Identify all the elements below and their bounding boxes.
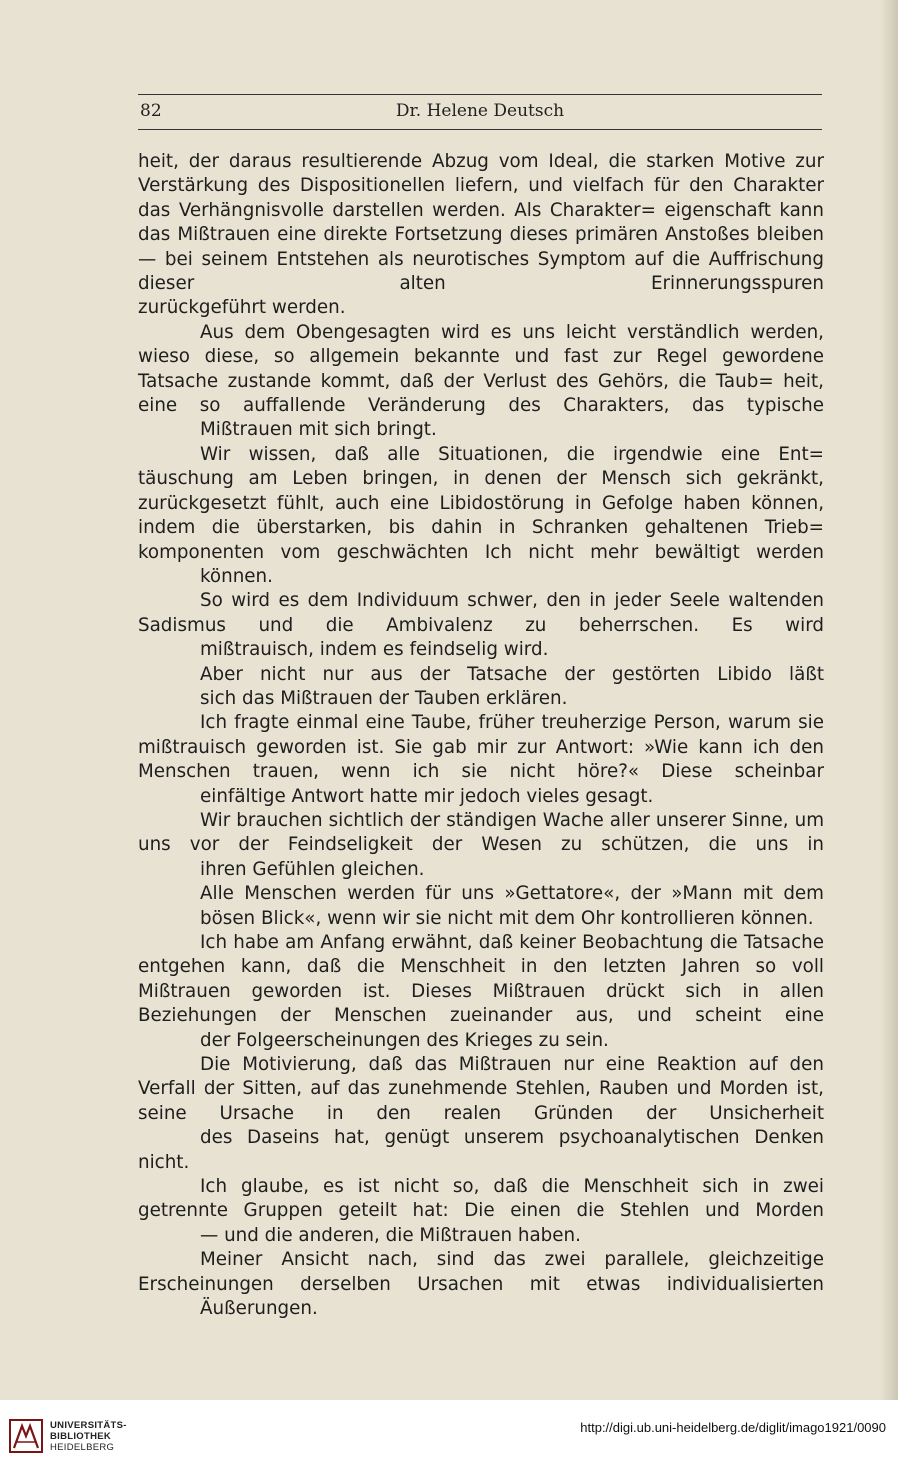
paragraph-text: Aber nicht nur aus der Tatsache der gestörten Libido läßt (200, 663, 824, 685)
source-url-link[interactable]: http://digi.ub.uni-heidelberg.de/diglit/imago1921/0090 (580, 1420, 886, 1435)
library-name-line1: UNIVERSITÄTS- (50, 1420, 127, 1431)
page-number: 82 (140, 101, 162, 121)
paragraph-text: heit, der daraus resultierende Abzug vom Ideal, die starken Motive zur Verstärkung des Dispositionellen liefern, und vielfach für den Charakter das Verhängnisvolle darstellen werden. Als Charakter= eigenschaft kann das Mißtrauen eine direkte Fortsetzung dieses primären Anstoßes bleiben — bei seinem Entstehen als neurotisches Symptom auf die Auffrischung dieser alten Erinnerungsspuren (138, 151, 824, 295)
paragraph (138, 321, 824, 443)
paragraph-text: So wird es dem Individuum schwer, den in jeder Seele waltenden Sadismus und die Ambivalenz zu beherrschen. Es wird (138, 590, 824, 636)
paragraph (138, 1248, 824, 1321)
paragraph-last-line: bösen Blick«, wenn wir sie nicht mit dem Ohr kontrollieren können. (200, 907, 814, 929)
paragraph-last-line: der Folgeerscheinungen des Krieges zu sein. (200, 1029, 609, 1051)
running-header (138, 94, 822, 130)
paragraph (138, 809, 824, 882)
paragraph-text: Meiner Ansicht nach, sind das zwei parallele, gleichzeitige Erscheinungen derselben Ursachen mit etwas individualisierten (138, 1249, 824, 1295)
paragraph (138, 1053, 824, 1175)
paragraph-last-line: einfältige Antwort hatte mir jedoch vieles gesagt. (200, 785, 654, 807)
paragraph-text: Ich habe am Anfang erwähnt, daß keiner Beobachtung die Tatsache entgehen kann, daß die Menschheit in den letzten Jahren so voll Mißtrauen geworden ist. Dieses Mißtrauen drückt sich in allen Beziehungen der Menschen zueinander aus, und scheint eine (138, 932, 824, 1027)
paragraph (138, 150, 824, 321)
running-head-author: Dr. Helene Deutsch (395, 101, 565, 121)
paragraph-last-line: Mißtrauen mit sich bringt. (200, 419, 437, 441)
paragraph-last-line: des Daseins hat, genügt unserem psychoanalytischen Denken nicht. (138, 1127, 824, 1173)
paragraph-text: Die Motivierung, daß das Mißtrauen nur eine Reaktion auf den Verfall der Sitten, auf das zunehmende Stehlen, Rauben und Morden ist, seine Ursache in den realen Gründen der Unsicherheit (138, 1054, 824, 1124)
paragraph-last-line: mißtrauisch, indem es feindselig wird. (200, 639, 549, 661)
paragraph-text: Aus dem Obengesagten wird es uns leicht verständlich werden, wieso diese, so allgemein bekannte und fast zur Regel gewordene Tatsache zustande kommt, daß der Verlust des Gehörs, die Taub= heit, eine so auffallende Veränderung des Charakters, das typische (138, 321, 824, 417)
paragraph-last-line: sich das Mißtrauen der Tauben erklären. (200, 687, 568, 709)
paragraph (138, 663, 824, 712)
paragraph-last-line: — und die anderen, die Mißtrauen haben. (200, 1224, 581, 1246)
paragraph (138, 882, 824, 931)
paragraph-text: Wir wissen, daß alle Situationen, die irgendwie eine Ent= täuschung am Leben bringen, in denen der Mensch sich gekränkt, zurückgesetzt fühlt, auch eine Libidostörung in Gefolge haben können, indem die überstarken, bis dahin in Schranken gehaltenen Trieb= komponenten vom geschwächten Ich nicht mehr bewältigt werden (138, 443, 824, 563)
paragraph (138, 711, 824, 809)
paragraph (138, 589, 824, 662)
paragraph-last-line: können. (200, 565, 273, 587)
library-name-line3: HEIDELBERG (50, 1442, 115, 1453)
library-name (50, 1420, 127, 1453)
paragraph-last-line: Äußerungen. (200, 1298, 318, 1320)
paragraph (138, 1175, 824, 1248)
paragraph (138, 931, 824, 1053)
paragraph-last-line: zurückgeführt werden. (138, 297, 346, 319)
paragraph-text: Ich fragte einmal eine Taube, früher treuherzige Person, warum sie mißtrauisch geworden ist. Sie gab mir zur Antwort: »Wie kann ich den Menschen trauen, wenn ich sie nicht höre?« Diese scheinbar (138, 712, 824, 783)
paragraph-text: Alle Menschen werden für uns »Gettatore«, der »Mann mit dem (200, 883, 824, 905)
university-library-logo-icon (8, 1416, 44, 1456)
body-text (138, 150, 824, 1322)
library-name-line2: BIBLIOTHEK (50, 1431, 112, 1442)
paragraph-text: Ich glaube, es ist nicht so, daß die Menschheit sich in zwei getrennte Gruppen geteilt hat: Die einen die Stehlen und Morden (138, 1176, 824, 1222)
paragraph-text: Wir brauchen sichtlich der ständigen Wache aller unserer Sinne, um uns vor der Feindseligkeit der Wesen zu schützen, die uns in (138, 809, 824, 856)
library-footer (0, 1400, 898, 1469)
paragraph-last-line: ihren Gefühlen gleichen. (200, 858, 425, 880)
paragraph (138, 443, 824, 589)
